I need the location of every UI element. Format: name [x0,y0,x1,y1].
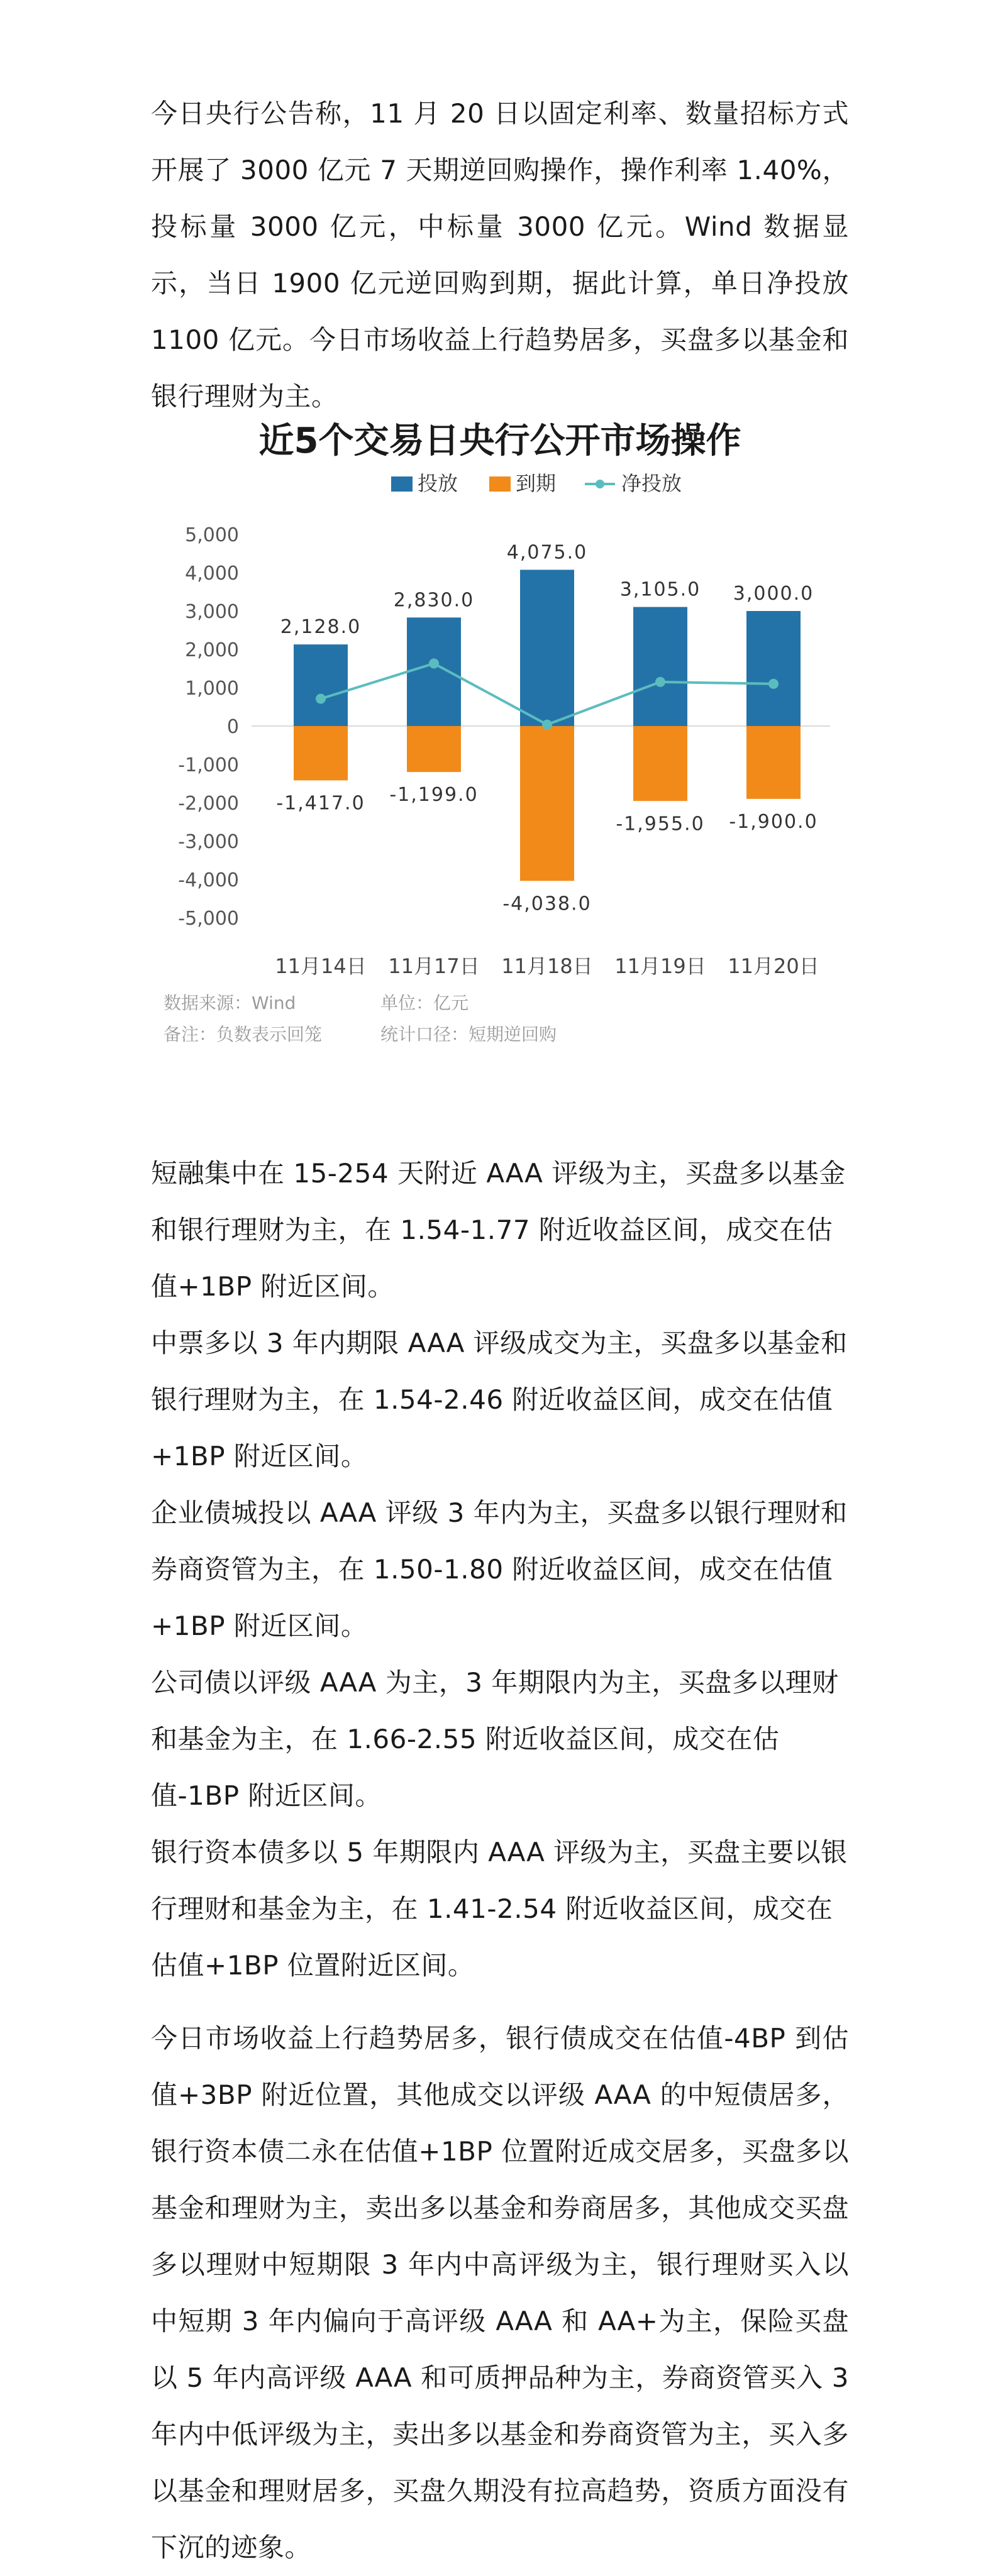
list-item: 企业债城投以 AAA 评级 3 年内为主，买盘多以银行理财和券商资管为主，在 1.50-1.80 附近收益区间，成交在估值+1BP 附近区间。 [151,1497,848,1641]
bar-maturity [520,726,574,881]
data-label-invest: 3,000.0 [733,583,814,605]
data-label-invest: 3,105.0 [619,578,701,601]
data-label-invest: 4,075.0 [506,541,588,564]
bars-invest [294,570,801,726]
data-label-invest: 2,128.0 [280,616,362,639]
data-label-maturity: -1,199.0 [389,784,479,806]
chart-title: 近5个交易日央行公开市场操作 [258,421,741,461]
x-tick-label: 11月17日 [388,954,480,978]
footnote-scope: 统计口径：短期逆回购 [380,1024,557,1045]
bar-maturity [407,726,461,772]
list-item: 银行资本债多以 5 年期限内 AAA 评级为主，买盘主要以银行理财和基金为主，在 1.41-2.54 附近收益区间，成交在估值+1BP 位置附近区间。 [151,1837,848,1981]
data-label-maturity: -1,955.0 [616,813,705,835]
summary-paragraph: 今日市场收益上行趋势居多，银行债成交在估值-4BP 到估值+3BP 附近位置，其他成交以评级 AAA 的中短债居多，银行资本债二永在估值+1BP 位置附近成交居多，买盘多以基金和理财为主，卖出多以基金和券商居多，其他成交买盘多以理财中短期限 3 年内中高评级为主，银行理财买入以中短期 3 年内偏向于高评级 AAA 和 AA+为主，保险买盘以 5 年内高评级 AAA 和可质押品种为主，券商资管买入 3 年内中低评级为主，卖出多以基金和券商资管为主，买入多以基金和理财居多，买盘久期没有拉高趋势，资质方面没有下沉的迹象。 [151,2023,849,2563]
legend-swatch-invest [391,476,413,492]
bar-invest [294,644,348,726]
net-point [429,659,439,669]
bar-maturity [633,726,687,801]
open-market-chart [151,415,849,1075]
legend-label-maturity: 到期 [516,471,557,495]
bar-maturity [746,726,801,799]
x-axis [275,954,819,978]
list-item: 中票多以 3 年内期限 AAA 评级成交为主，买盘多以基金和银行理财为主，在 1.54-2.46 附近收益区间，成交在估值+1BP 附近区间。 [151,1328,848,1472]
x-tick-label: 11月18日 [501,954,593,978]
bar-invest [633,607,687,726]
legend-marker-net [596,480,604,488]
y-tick-label: -5,000 [178,908,239,930]
bond-trading-list [151,1145,849,1994]
data-label-invest: 2,830.0 [393,589,475,612]
intro-paragraph: 今日央行公告称，11 月 20 日以固定利率、数量招标方式开展了 3000 亿元 7 天期逆回购操作，操作利率 1.40%，投标量 3000 亿元，中标量 3000 亿元。Wind 数据显示，当日 1900 亿元逆回购到期，据此计算，单日净投放 1100 亿元。今日市场收益上行趋势居多，买盘多以基金和银行理财为主。 [151,98,849,412]
data-label-maturity: -4,038.0 [502,893,592,915]
bar-invest [407,617,461,726]
net-point [768,679,779,689]
y-tick-label: 2,000 [185,639,239,661]
chart-legend [391,471,682,495]
chart-svg [151,415,849,1075]
data-label-maturity: -1,417.0 [276,792,365,815]
x-tick-label: 11月20日 [728,954,819,978]
x-tick-label: 11月14日 [275,954,367,978]
y-tick-label: -2,000 [178,793,239,815]
y-tick-label: -3,000 [178,831,239,853]
y-tick-label: -1,000 [178,754,239,776]
footnote-unit: 单位：亿元 [380,993,469,1013]
net-point [316,694,326,704]
x-tick-label: 11月19日 [614,954,706,978]
y-tick-label: 1,000 [185,678,239,700]
legend-swatch-maturity [489,476,511,492]
y-tick-label: 5,000 [185,524,239,546]
y-axis [178,524,830,930]
bars-maturity [294,726,801,881]
y-tick-label: 4,000 [185,563,239,585]
y-tick-label: -4,000 [178,869,239,891]
footnote-note: 备注：负数表示回笼 [164,1024,323,1045]
bar-maturity [294,726,348,780]
legend-label-invest: 投放 [418,471,458,495]
y-tick-label: 3,000 [185,601,239,623]
list-item: 公司债以评级 AAA 为主，3 年期限内为主，买盘多以理财和基金为主，在 1.66-2.55 附近收益区间，成交在估值-1BP 附近区间。 [151,1667,839,1811]
bar-invest [520,570,574,726]
legend-label-net: 净投放 [621,471,682,495]
net-point [542,720,552,730]
y-tick-label: 0 [226,716,239,738]
list-item: 短融集中在 15-254 天附近 AAA 评级为主，买盘多以基金和银行理财为主，在 1.54-1.77 附近收益区间，成交在估值+1BP 附近区间。 [151,1158,846,1302]
data-label-maturity: -1,900.0 [729,810,818,833]
net-point [655,677,665,687]
footnote-source: 数据来源：Wind [164,993,296,1013]
bar-invest [746,611,801,726]
